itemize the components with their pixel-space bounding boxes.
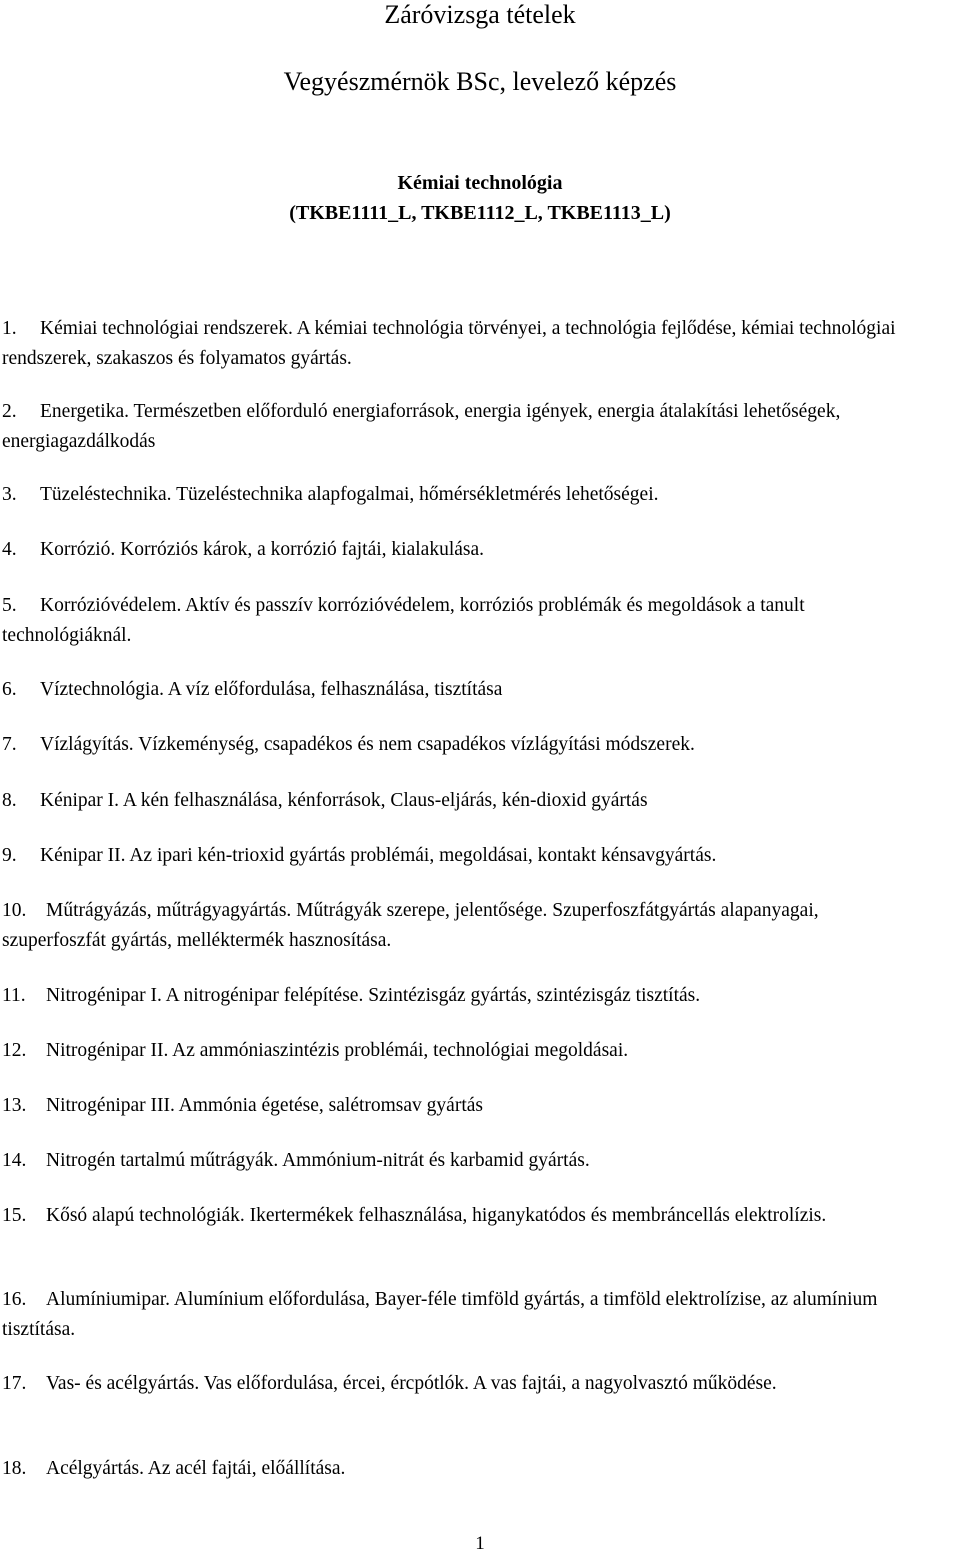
list-item <box>2 535 924 565</box>
subject-name: Kémiai technológia <box>397 172 563 194</box>
item-number: 15. <box>2 1205 27 1226</box>
item-number: 5. <box>2 595 17 616</box>
item-number: 7. <box>2 734 17 755</box>
item-number: 3. <box>2 484 17 505</box>
item-text: Alumíniumipar. Alumínium előfordulása, Bayer-féle timföld gyártás, a timföld elektrolízise, az alumínium tisztítása. <box>2 1289 878 1340</box>
list-item <box>2 981 924 1011</box>
list-item <box>2 1091 924 1121</box>
item-text: Nitrogénipar II. Az ammóniaszintézis problémái, technológiai megoldásai. <box>46 1040 629 1061</box>
item-text: Kémiai technológiai rendszerek. A kémiai technológia törvényei, a technológia fejlődése, kémiai technológiai rendszerek, szakaszos és folyamatos gyártás. <box>2 318 896 369</box>
subject-codes: (TKBE1111_L, TKBE1112_L, TKBE1113_L) <box>289 202 671 224</box>
page-number: 1 <box>475 1533 485 1554</box>
item-text: Kősó alapú technológiák. Ikertermékek felhasználása, higanykatódos és membráncellás elektrolízis. <box>46 1205 827 1226</box>
item-number: 4. <box>2 539 17 560</box>
list-item <box>2 896 924 955</box>
item-number: 18. <box>2 1458 27 1479</box>
list-item <box>2 397 924 456</box>
item-text: Kénipar I. A kén felhasználása, kénforrások, Claus-eljárás, kén-dioxid gyártás <box>40 790 648 811</box>
item-number: 8. <box>2 790 17 811</box>
list-item <box>2 841 924 871</box>
list-item <box>2 675 924 705</box>
document-title: Záróvizsga tételek <box>384 0 576 29</box>
item-text: Acélgyártás. Az acél fajtái, előállítása. <box>46 1458 346 1479</box>
item-number: 1. <box>2 318 17 339</box>
item-number: 6. <box>2 679 17 700</box>
item-number: 16. <box>2 1289 27 1310</box>
list-item <box>2 591 924 650</box>
item-number: 11. <box>2 985 26 1006</box>
item-text: Nitrogén tartalmú műtrágyák. Ammónium-nitrát és karbamid gyártás. <box>46 1150 590 1171</box>
item-text: Kénipar II. Az ipari kén-trioxid gyártás problémái, megoldásai, kontakt kénsavgyártás. <box>40 845 717 866</box>
item-text: Műtrágyázás, műtrágyagyártás. Műtrágyák szerepe, jelentősége. Szuperfoszfátgyártás alapanyagai, szuperfoszfát gyártás, melléktermék hasznosítása. <box>2 900 819 951</box>
list-item <box>2 1201 924 1231</box>
list-item <box>2 1454 924 1484</box>
list-item <box>2 1369 924 1399</box>
item-number: 14. <box>2 1150 27 1171</box>
item-text: Energetika. Természetben előforduló energiaforrások, energia igények, energia átalakítási lehetőségek, energiagazdálkodás <box>2 401 841 452</box>
item-number: 10. <box>2 900 27 921</box>
item-text: Korrózióvédelem. Aktív és passzív korrózióvédelem, korróziós problémák és megoldások a tanult technológiáknál. <box>2 595 805 646</box>
item-text: Nitrogénipar III. Ammónia égetése, salétromsav gyártás <box>46 1095 483 1116</box>
item-number: 17. <box>2 1373 27 1394</box>
list-item <box>2 1285 924 1344</box>
item-text: Vízlágyítás. Vízkeménység, csapadékos és nem csapadékos vízlágyítási módszerek. <box>40 734 695 755</box>
list-item <box>2 314 924 373</box>
item-text: Víztechnológia. A víz előfordulása, felhasználása, tisztítása <box>40 679 503 700</box>
list-item <box>2 1146 924 1176</box>
item-text: Tüzeléstechnika. Tüzeléstechnika alapfogalmai, hőmérsékletmérés lehetőségei. <box>40 484 659 505</box>
item-number: 2. <box>2 401 17 422</box>
list-item <box>2 730 924 760</box>
list-item <box>2 786 924 816</box>
list-item <box>2 480 924 510</box>
item-text: Korrózió. Korróziós károk, a korrózió fajtái, kialakulása. <box>40 539 485 560</box>
item-text: Vas- és acélgyártás. Vas előfordulása, ércei, ércpótlók. A vas fajtái, a nagyolvasztó működése. <box>46 1373 777 1394</box>
document-subtitle: Vegyészmérnök BSc, levelező képzés <box>283 67 677 96</box>
item-number: 9. <box>2 845 17 866</box>
item-text: Nitrogénipar I. A nitrogénipar felépítése. Szintézisgáz gyártás, szintézisgáz tisztítás. <box>46 985 701 1006</box>
item-number: 13. <box>2 1095 27 1116</box>
list-item <box>2 1036 924 1066</box>
item-number: 12. <box>2 1040 27 1061</box>
